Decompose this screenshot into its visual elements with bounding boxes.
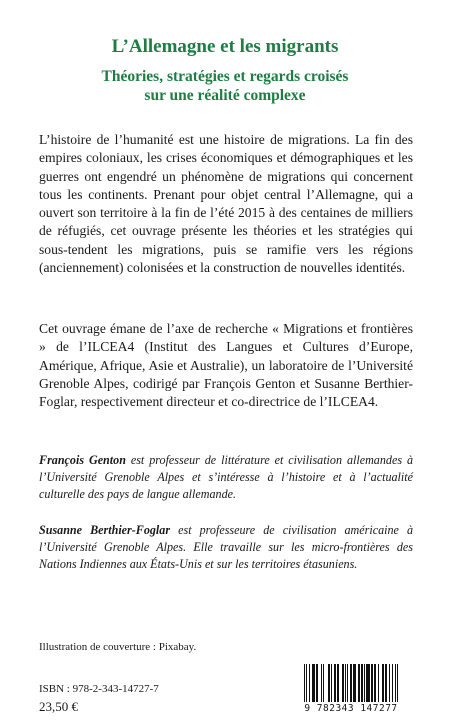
author-name: Susanne Berthier-Foglar	[39, 523, 171, 537]
author-bio-text: est professeur de littérature et civilisation allemandes à l’Université Grenoble Alpes et s’intéresse à l’histoire et à l’actualité culturelle des pays de langue allemande.	[39, 453, 414, 502]
barcode-bar	[397, 664, 398, 702]
origin-paragraph: Cet ouvrage émane de l’axe de recherche « Migrations et frontières » de l’ILCEA4 (Institut des Langues et Cultures d’Europe, Amérique, Afrique, Asie et Australie), un laboratoire de l’Université Grenoble Alpes, codirigé par François Genton et Susanne Berthier-Foglar, respectivement directeur et co-directrice de l’ILCEA4.	[39, 321, 413, 410]
subtitle-line-1: Théories, stratégies et regards croisés	[101, 68, 349, 85]
illustration-credit: Illustration de couverture : Pixabay.	[39, 641, 197, 653]
barcode-bars	[304, 664, 399, 702]
price: 23,50 €	[39, 699, 78, 714]
barcode-number: 9 782343 147277	[304, 703, 398, 714]
isbn: ISBN : 978-2-343-14727-7	[39, 683, 159, 695]
author-bio-berthier-foglar	[39, 522, 413, 574]
author-bio-genton	[39, 452, 413, 504]
author-name: François Genton	[39, 453, 126, 467]
summary-paragraph: L’histoire de l’humanité est une histoire de migrations. La fin des empires coloniaux, les crises économiques et démographiques et les guerres ont engendré un phénomène de migrations qui concernent tous les continents. Prenant pour objet central l’Allemagne, qui a ouvert son territoire à la fin de l’été 2015 à des centaines de milliers de réfugiés, cet ouvrage présente les théories et les stratégies qui sous-tendent les migrations, puis se ramifie vers les régions (anciennement) colonisées et la construction de nouvelles identités.	[39, 132, 413, 276]
barcode	[283, 664, 419, 714]
book-title: L’Allemagne et les migrants	[111, 36, 339, 57]
author-bio-text: est professeure de civilisation américaine à l’Université Grenoble Alpes. Elle travaille sur les micro-frontières des Nations Indiennes aux États-Unis et sur les territoires étasuniens.	[39, 523, 414, 572]
subtitle-line-2: sur une réalité complexe	[144, 87, 306, 104]
book-subtitle	[40, 67, 410, 105]
